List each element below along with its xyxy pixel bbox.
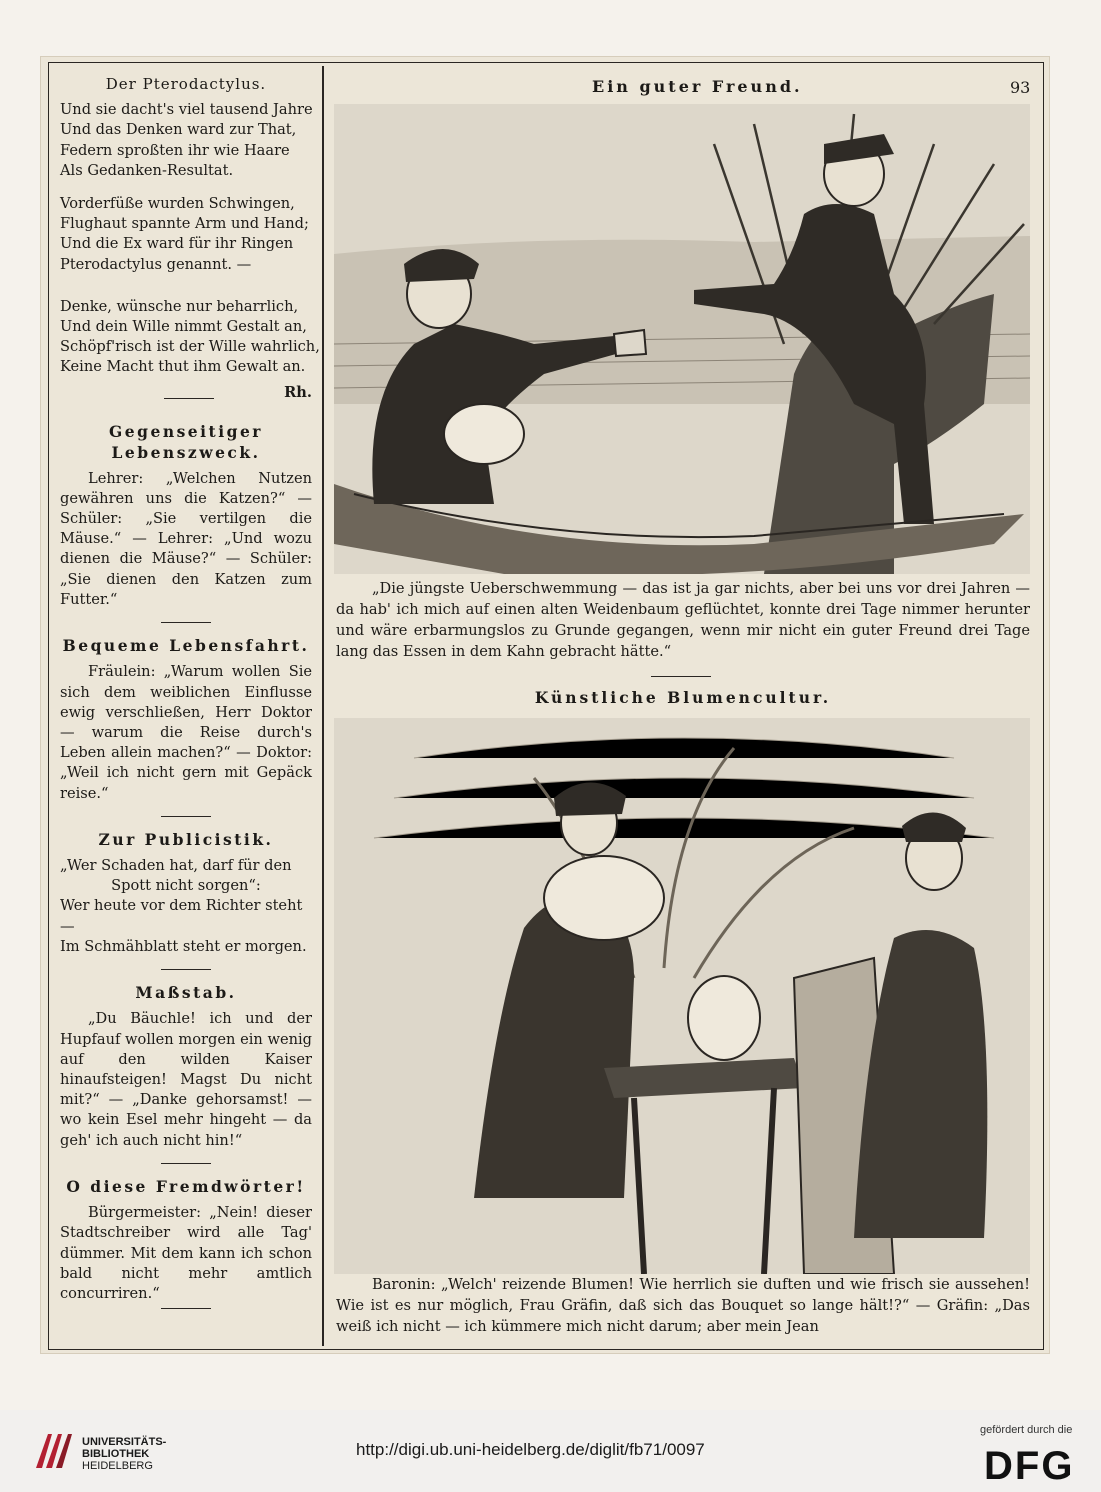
poem-signature: Rh. [284, 383, 312, 401]
verse-line: Wer heute vor dem Richter steht — [60, 897, 303, 935]
page-number: 93 [1010, 78, 1031, 97]
section-text: Lehrer: „Welchen Nutzen gewähren uns die Katzen?“ — Schüler: „Sie vertilgen die Mäuse.“ — Lehrer: „Und wozu dienen die Mäuse?“ — Schüler: „Sie dienen den Katzen zum Futter.“ [60, 469, 312, 608]
section-rule [651, 676, 711, 677]
poem-title: Der Pterodactylus. [105, 75, 267, 93]
section-title: Zur Publicistik. [98, 830, 274, 850]
illustration-two-ladies [334, 718, 1030, 1274]
caption-flowers: Baronin: „Welch' reizende Blumen! Wie herrlich sie duften und wie frisch sie aussehen! Wie ist es nur möglich, Frau Gräfin, daß sich das Bouquet so lange hält!?“ — Gräfin: „Das weiß ich nicht — ich kümmere mich nicht darum; aber mein Jean [336, 1276, 1030, 1335]
poem-line: Und sie dacht's viel tausend Jahre [60, 101, 313, 119]
section-text: Bürgermeister: „Nein! dieser Stadtschreiber wird alle Tag' dümmer. Mit dem kann ich schon bald nicht mehr amtlich concurriren.“ [60, 1204, 312, 1302]
funding-text: gefördert durch die [980, 1424, 1073, 1436]
library-name-line: HEIDELBERG [82, 1460, 153, 1472]
running-header: Ein guter Freund. [592, 77, 803, 96]
engraving-flood-scene [334, 104, 1030, 574]
poem-line: Flughaut spannte Arm und Hand; [60, 215, 309, 233]
section-title: Maßstab. [135, 983, 237, 1003]
poem-line: Keine Macht thut ihm Gewalt an. [60, 358, 306, 376]
section-title: Bequeme Lebensfahrt. [62, 636, 310, 656]
poem-stanza [60, 194, 312, 275]
section-rule [161, 816, 211, 817]
section-text: Fräulein: „Warum wollen Sie sich dem weiblichen Einflusse ewig verschließen, Herr Doktor — warum die Reise durch's Leben allein machen?“ — Doktor: „Weil ich nicht gern mit Gepäck reise.“ [60, 663, 312, 802]
section-rule [161, 622, 211, 623]
section-rule [161, 969, 211, 970]
signature-row [60, 383, 312, 407]
permalink-url[interactable]: http://digi.ub.uni-heidelberg.de/diglit/fb71/0097 [356, 1440, 705, 1459]
poem-stanza [60, 100, 312, 181]
poem-line: Und das Denken ward zur That, [60, 121, 297, 139]
poem-line: Federn sproßten ihr wie Haare [60, 141, 290, 159]
library-name-line: UNIVERSITÄTS- [82, 1436, 167, 1448]
dfg-logo: DFG [984, 1444, 1075, 1488]
poem-stanza [60, 297, 320, 378]
section-title: O diese Fremdwörter! [66, 1177, 306, 1197]
verse-line: Im Schmähblatt steht er morgen. [60, 937, 307, 955]
section-rule [161, 1163, 211, 1164]
library-name-line: BIBLIOTHEK [82, 1448, 150, 1460]
poem-line: Vorderfüße wurden Schwingen, [60, 195, 295, 213]
verse-line: Spott nicht sorgen“: [111, 877, 261, 895]
column-divider [322, 66, 324, 1346]
section-text: „Du Bäuchle! ich und der Hupfauf wollen morgen ein wenig auf den wilden Kaiser hinaufsteigen! Magst Du nicht mit?“ — „Danke gehorsamst! — wo kein Esel mehr hingeht — da geh' ich auch nicht hin!“ [60, 1010, 312, 1149]
poem-line: Und dein Wille nimmt Gestalt an, [60, 318, 307, 336]
left-column [60, 74, 320, 1321]
poem-line: Schöpf'risch ist der Wille wahrlich, [60, 338, 320, 356]
poem-line: Denke, wünsche nur beharrlich, [60, 297, 299, 315]
library-logo-icon [34, 1430, 74, 1474]
poem-line: Pterodactylus genannt. — [60, 255, 252, 273]
verse-line: „Wer Schaden hat, darf für den [60, 857, 292, 875]
viewer-footer [0, 1410, 1101, 1492]
engraving-salon-scene [334, 718, 1030, 1274]
poem-line: Und die Ex ward für ihr Ringen [60, 235, 294, 253]
section-rule [161, 1308, 211, 1309]
poem-line: Als Gedanken-Resultat. [60, 161, 234, 179]
section-title-flowers: Künstliche Blumencultur. [534, 688, 832, 707]
signature-rule [164, 398, 214, 399]
library-name [82, 1436, 166, 1472]
section-title: Gegenseitiger Lebenszweck. [109, 421, 263, 462]
illustration-flood-boat [334, 104, 1030, 574]
caption-flood: „Die jüngste Ueberschwemmung — das ist ja gar nichts, aber bei uns vor drei Jahren — da hab' ich mich auf einen alten Weidenbaum geflüchtet, konnte drei Tage nimmer herunter und wäre erbarmungslos zu Grunde gegangen, wenn mir nicht ein guter Freund drei Tage lang das Essen in dem Kahn gebracht hätte.“ [336, 580, 1030, 660]
